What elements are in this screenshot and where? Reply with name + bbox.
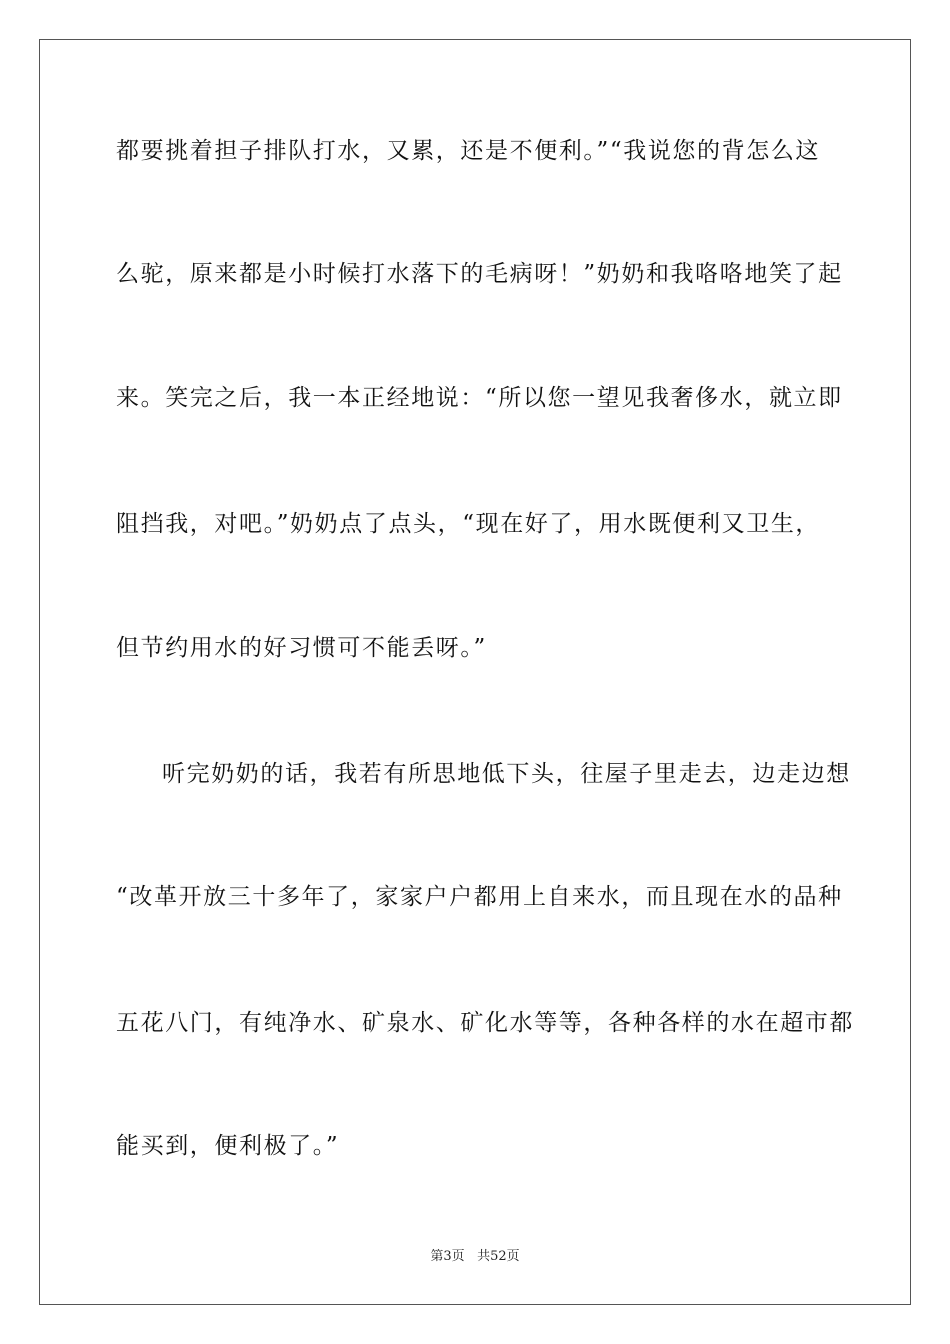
page-number: 3 — [443, 1249, 452, 1264]
total-pages: 52 — [490, 1249, 507, 1264]
text-line: 来。笑完之后，我一本正经地说：“所以您一望见我奢侈水，就立即 — [116, 385, 843, 411]
text-line: “改革开放三十多年了，家家户户都用上自来水，而且现在水的品种 — [116, 884, 843, 910]
page-border — [39, 39, 911, 1305]
page-unit: 页 — [451, 1249, 465, 1264]
page-footer — [0, 1248, 950, 1266]
text-line: 么驼，原来都是小时候打水落下的毛病呀！”奶奶和我咯咯地笑了起 — [116, 261, 843, 287]
text-line: 但节约用水的好习惯可不能丢呀。” — [116, 635, 487, 661]
paragraph-start-line: 听完奶奶的话，我若有所思地低下头，往屋子里走去，边走边想 — [162, 761, 851, 787]
text-line: 都要挑着担子排队打水，又累，还是不便利。”“我说您的背怎么这 — [116, 138, 821, 164]
text-line: 能买到，便利极了。” — [116, 1133, 340, 1159]
total-label: 共 — [477, 1249, 491, 1264]
text-line: 五花八门，有纯净水、矿泉水、矿化水等等，各种各样的水在超市都 — [116, 1010, 854, 1036]
total-unit: 页 — [506, 1249, 520, 1264]
page-label: 第 — [430, 1249, 444, 1264]
text-line: 阻挡我，对吧。”奶奶点了点头，“现在好了，用水既便利又卫生， — [116, 511, 821, 537]
